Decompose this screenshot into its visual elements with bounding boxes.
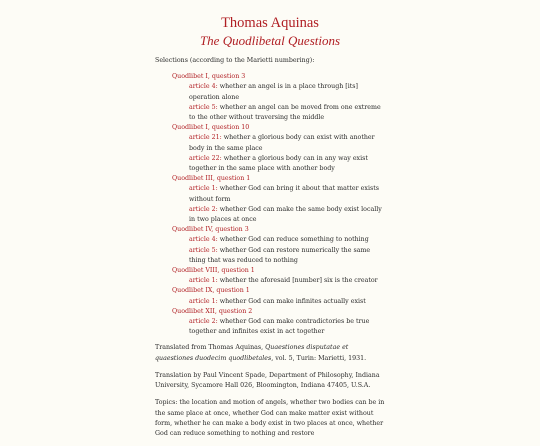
article-link[interactable]: article 1: xyxy=(189,297,218,305)
question-link[interactable]: Quodlibet I, question 10 xyxy=(172,124,250,132)
article-link[interactable]: article 4: xyxy=(189,236,218,244)
article-link[interactable]: article 5: xyxy=(189,246,218,254)
topics-text: Topics: the location and motion of angels, whether two bodies can be in the same place at once, whether God can make matter exist without form, whether he can make a body exist in two places at once, whether God can reduce something to nothing and restore xyxy=(155,399,385,437)
article-item xyxy=(189,205,387,225)
article-item xyxy=(189,82,387,102)
article-item xyxy=(189,184,387,204)
article-link[interactable]: article 2: xyxy=(189,205,218,213)
document-body xyxy=(155,56,387,446)
article-link[interactable]: article 22: xyxy=(189,154,222,162)
article-link[interactable]: article 2: xyxy=(189,318,218,326)
selections-outline xyxy=(172,72,387,337)
article-text: whether God can make infinites actually exist xyxy=(219,297,366,305)
source-title: Quaestiones disputatae et quaestiones duodecim quodlibetales xyxy=(155,344,349,362)
question-link[interactable]: Quodlibet IX, question 1 xyxy=(172,287,250,295)
article-link[interactable]: article 4: xyxy=(189,83,218,91)
article-item xyxy=(189,235,387,245)
page-subtitle: The Quodlibetal Questions xyxy=(199,33,341,48)
article-text: whether God can restore numerically the same thing that was reduced to nothing xyxy=(189,246,371,264)
source-note: Translated from Thomas Aquinas, Quaestiones disputatae et quaestiones duodecim quodlibetales, vol. 5, Turin: Marietti, 1931. xyxy=(155,344,367,362)
article-text: whether a glorious body can exist with another body in the same place xyxy=(189,134,375,152)
question-link[interactable]: Quodlibet I, question 3 xyxy=(172,73,246,81)
article-item xyxy=(189,154,387,174)
article-item xyxy=(189,317,387,337)
article-text: whether the aforesaid [number] six is the creator xyxy=(219,277,378,285)
article-text: whether God can bring it about that matter exists without form xyxy=(189,185,379,203)
article-item xyxy=(189,246,387,266)
article-text: whether God can make the same body exist locally in two places at once xyxy=(189,205,382,224)
question-link[interactable]: Quodlibet IV, question 3 xyxy=(172,226,249,234)
article-link[interactable]: article 21: xyxy=(189,134,222,142)
article-item xyxy=(189,133,387,153)
article-item xyxy=(189,276,387,286)
article-text: whether God can make contradictories be true together and infinites exist in act together xyxy=(189,318,370,336)
article-text: whether a glorious body can in any way exist together in the same place with another body xyxy=(189,154,368,173)
article-item xyxy=(189,297,387,307)
translator-note: Translation by Paul Vincent Spade, Department of Philosophy, Indiana University, Sycamore Hall 026, Bloomington, Indiana 47405, U.S.A. xyxy=(155,371,380,390)
article-text: whether an angel can be moved from one extreme to the other without traversing the middle xyxy=(189,103,381,122)
article-link[interactable]: article 1: xyxy=(189,185,218,193)
question-link[interactable]: Quodlibet III, question 1 xyxy=(172,175,251,183)
article-text: whether God can reduce something to nothing xyxy=(219,236,369,244)
intro-text: Selections (according to the Marietti numbering): xyxy=(155,57,315,64)
question-link[interactable]: Quodlibet XII, question 2 xyxy=(172,307,253,315)
article-item xyxy=(189,103,387,123)
page-title: Thomas Aquinas xyxy=(221,15,319,31)
article-link[interactable]: article 5: xyxy=(189,103,218,111)
question-link[interactable]: Quodlibet VIII, question 1 xyxy=(172,267,255,275)
article-text: whether an angel is in a place through [its] operation alone xyxy=(189,83,358,101)
article-link[interactable]: article 1: xyxy=(189,277,218,285)
